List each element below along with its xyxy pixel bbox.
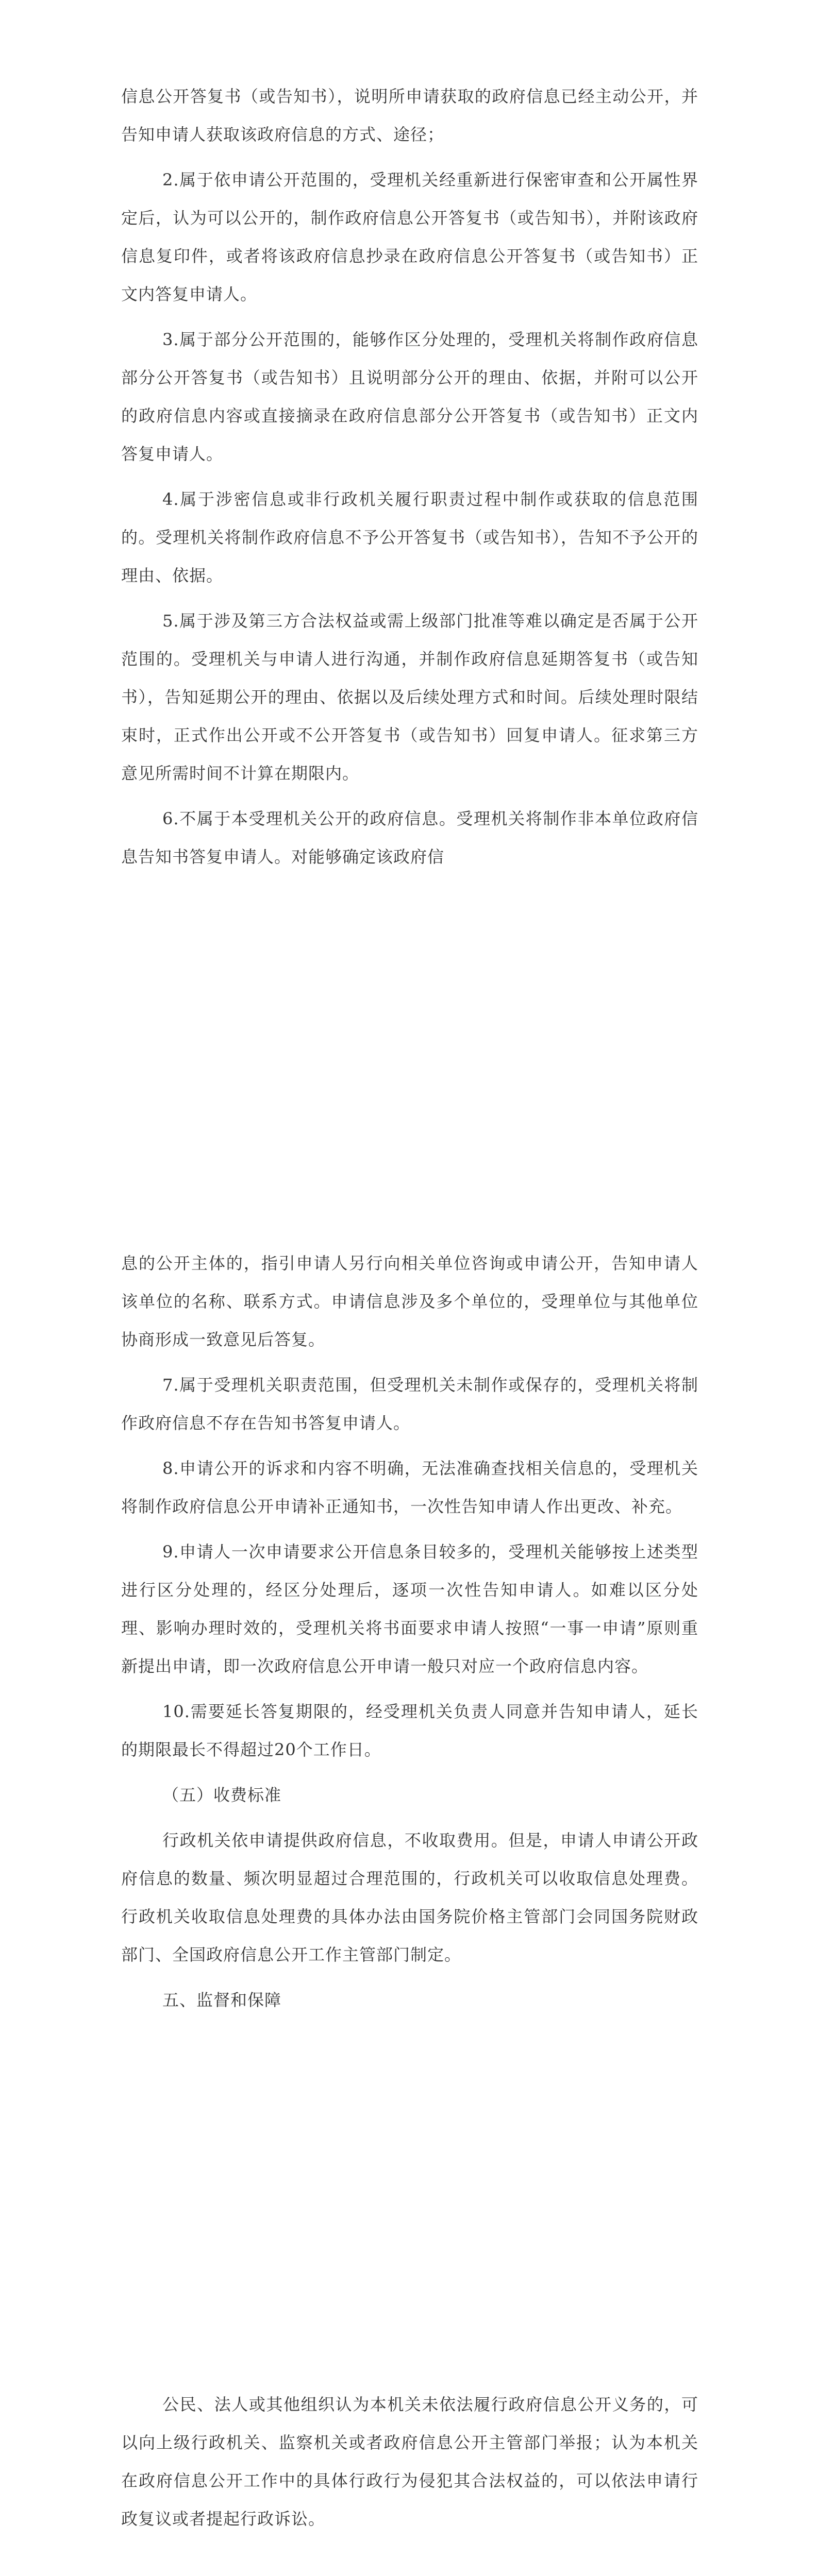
paragraph: 2.属于依申请公开范围的，受理机关经重新进行保密审查和公开属性界定后，认为可以公开的，制作政府信息公开答复书（或告知书），并附该政府信息复印件，或者将该政府信息抄录在政府信息公开答复书（或告知书）正文内答复申请人。 (121, 170, 698, 304)
paragraph: 8.申请公开的诉求和内容不明确，无法准确查找相关信息的，受理机关将制作政府信息公开申请补正通知书，一次性告知申请人作出更改、补充。 (121, 1459, 698, 1516)
paragraph: 3.属于部分公开范围的，能够作区分处理的，受理机关将制作政府信息部分公开答复书（或告知书）且说明部分公开的理由、依据，并附可以公开的政府信息内容或直接摘录在政府信息部分公开答复书（或告知书）正文内答复申请人。 (121, 330, 698, 464)
paragraph: 9.申请人一次申请要求公开信息条目较多的，受理机关能够按上述类型进行区分处理的，经区分处理后，逐项一次性告知申请人。如难以区分处理、影响办理时效的，受理机关将书面要求申请人按照“一事一申请”原则重新提出申请，即一次政府信息公开申请一般只对应一个政府信息内容。 (121, 1542, 698, 1676)
paragraph: 行政机关依申请提供政府信息，不收取费用。但是，申请人申请公开政府信息的数量、频次明显超过合理范围的，行政机关可以收取信息处理费。行政机关收取信息处理费的具体办法由国务院价格主管部门会同国务院财政部门、全国政府信息公开工作主管部门制定。 (121, 1831, 698, 1964)
paragraph: 息的公开主体的，指引申请人另行向相关单位咨询或申请公开，告知申请人该单位的名称、联系方式。申请信息涉及多个单位的，受理单位与其他单位协商形成一致意见后答复。 (121, 1253, 698, 1349)
text-block-top (121, 77, 698, 883)
paragraph: 5.属于涉及第三方合法权益或需上级部门批准等难以确定是否属于公开范围的。受理机关与申请人进行沟通，并制作政府信息延期答复书（或告知书），告知延期公开的理由、依据以及后续处理方式和时间。后续处理时限结束时，正式作出公开或不公开答复书（或告知书）回复申请人。征求第三方意见所需时间不计算在期限内。 (121, 611, 698, 783)
text-block-middle (121, 1244, 698, 2026)
paragraph: 五、监督和保障 (162, 1990, 282, 2010)
paragraph: 7.属于受理机关职责范围，但受理机关未制作或保存的，受理机关将制作政府信息不存在告知书答复申请人。 (121, 1375, 698, 1433)
paragraph: 公民、法人或其他组织认为本机关未依法履行政府信息公开义务的，可以向上级行政机关、监察机关或者政府信息公开主管部门举报；认为本机关在政府信息公开工作中的具体行政行为侵犯其合法权益的，可以依法申请行政复议或者提起行政诉讼。 (121, 2395, 698, 2529)
paragraph: 6.不属于本受理机关公开的政府信息。受理机关将制作非本单位政府信息告知书答复申请人。对能够确定该政府信 (121, 809, 698, 867)
paragraph: 10.需要延长答复期限的，经受理机关负责人同意并告知申请人，延长的期限最长不得超过20个工作日。 (121, 1702, 698, 1759)
paragraph: 信息公开答复书（或告知书），说明所申请获取的政府信息已经主动公开，并告知申请人获取该政府信息的方式、途径； (121, 87, 698, 144)
paragraph: 4.属于涉密信息或非行政机关履行职责过程中制作或获取的信息范围的。受理机关将制作政府信息不予公开答复书（或告知书），告知不予公开的理由、依据。 (121, 489, 698, 585)
paragraph: （五）收费标准 (162, 1785, 282, 1805)
text-block-bottom (121, 2385, 698, 2545)
